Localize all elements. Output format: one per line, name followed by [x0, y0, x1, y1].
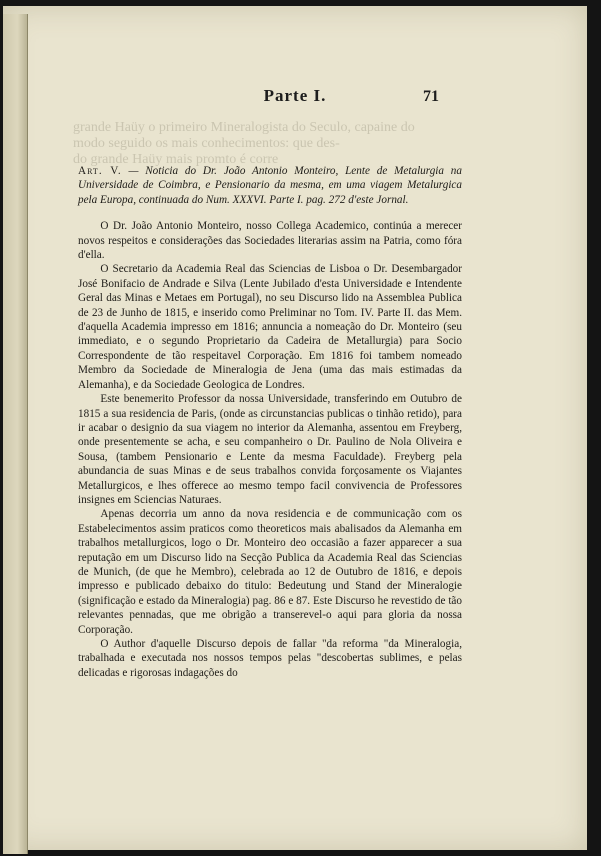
- paragraph: O Secretario da Academia Real das Sciencias de Lisboa o Dr. Desembargador José Bonifacio de Andrade e Silva (Lente Jubilado d'esta Universidade e Intendente Geral das Minas e Metaes em Portugal), no seu Discurso lido na Assemblea Publica de 23 de Junho de 1815, e inserido como Preliminar no Tom. IV. Parte II. das Mem. d'aquella Academia impresso em 1816; annuncia a nomeação do Dr. Monteiro (seu immediato, e o segundo Proprietario da Cadeira de Metallurgia) para Socio Correspondente de tão respeitavel Corporação. Em 1816 foi tambem nomeado Membro da Sociedade de Mineralogia de Jena (uma das mais estimadas da Alemanha), e da Sociedade Geologica de Londres.: [78, 263, 462, 391]
- paragraph: O Dr. João Antonio Monteiro, nosso Collega Academico, continúa a merecer novos respeitos e considerações das Sociedades literarias assim na Patria, como fóra d'ella.: [78, 220, 462, 262]
- bleed-through-line: modo seguido os mais conhecimentos: que des-: [73, 136, 340, 151]
- running-title: Parte I.: [263, 86, 327, 105]
- article-number: Art. V.: [78, 165, 122, 177]
- paragraph: Apenas decorria um anno da nova residencia e de communicação com os Estabelecimentos assim praticos como theoreticos mais abalisados da Alemanha em trabalhos metallurgicos, logo o Dr. Monteiro deo occasião a fazer apparecer a sua reputação em um Discurso lido na Secção Publica da Academia Real das Sciencias de Munich, (de que he Membro), celebrada ao 12 de Outubro de 1816, e depois impresso e publicado debaixo do titulo: Bedeutung und Stand der Mineralogie (significação e estado da Mineralogia) pag. 86 e 87. Este Discurso he revestido de tão relevantes pennadas, que me obrigão a transerevel-o aqui para gloria da nossa Corporação.: [78, 508, 462, 636]
- article-title: — Noticia do Dr. João Antonio Monteiro, Lente de Metalurgia na Universidade de Coimbra, e Pensionario da mesma, em uma viagem Metalurgica pela Europa, continuada do Num. XXXVI. Parte I. pag. 272 d'este Jornal.: [78, 165, 462, 206]
- bleed-through-line: grande Haüy o primeiro Mineralogista do Seculo, capaine do: [73, 120, 415, 135]
- article-heading: [78, 164, 462, 207]
- article-body: [78, 164, 462, 680]
- paragraph: O Author d'aquelle Discurso depois de fallar "da reforma "da Mineralogia, trabalhada e executada nos nossos tempos pelas "descobertas sublimes, e pelas delicadas e rigorosas indagações do: [78, 638, 462, 679]
- page-number: 71: [423, 88, 439, 105]
- facing-page-edge: [3, 14, 28, 854]
- bleed-through-line: do grande Haüy mais promto é corre: [73, 152, 279, 167]
- paragraph: Este benemerito Professor da nossa Universidade, transferindo em Outubro de 1815 a sua residencia de Paris, (onde as circunstancias publicas o tinhão retido), para ir acabar o designio da sua viagem no interior da Alemanha, assentou em Freyberg, onde presentemente se acha, e seu companheiro o Dr. Paulino de Nola Oliveira e Sousa, (tambem Pensionario e Lente da mesma Faculdade). Freyberg pela abundancia de suas Minas e de seus trabalhos convida forçosamente os Viajantes Metallurgicos, e lhes offerece ao mesmo tempo facil convivencia de Professores insignes em Sciencias Naturaes.: [78, 393, 462, 506]
- book-page: [3, 6, 587, 850]
